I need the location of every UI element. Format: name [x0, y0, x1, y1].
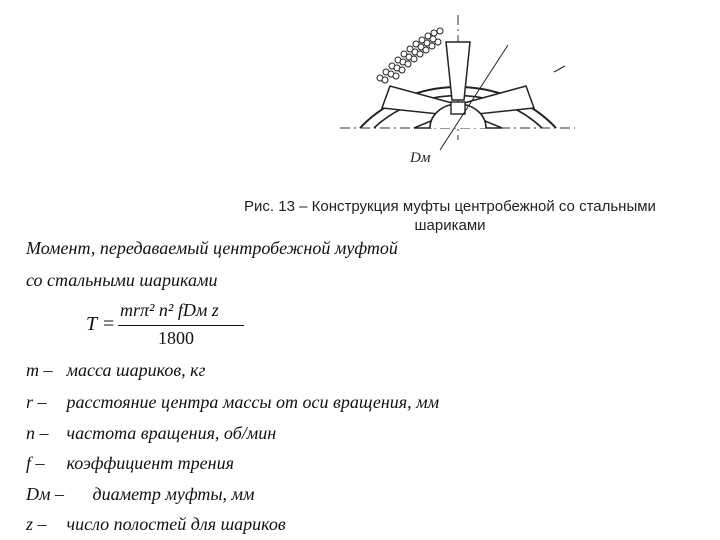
dimension-tick: [554, 66, 565, 72]
caption-line-1: Рис. 13 – Конструкция муфты центробежной со стальными: [244, 198, 656, 215]
diameter-label: Dм: [410, 150, 431, 166]
definition-row: [26, 423, 276, 444]
definition-text: расстояние центра массы от оси вращения, мм: [66, 392, 440, 412]
definition-text: масса шариков, кг: [66, 360, 206, 380]
definition-row: [26, 484, 255, 505]
hub-key: [451, 102, 465, 114]
definition-text: диаметр муфты, мм: [92, 484, 255, 504]
definition-symbol: m –: [26, 360, 53, 380]
definition-symbol: f –: [26, 453, 45, 473]
definition-text: частота вращения, об/мин: [66, 423, 277, 443]
definition-text: число полостей для шариков: [66, 514, 286, 534]
formula-denominator: 1800: [158, 328, 194, 348]
definition-symbol: z –: [26, 514, 47, 534]
fraction-bar: [118, 325, 244, 326]
formula-numerator: mrπ² n² fDм z: [120, 300, 219, 320]
definition-row: [26, 360, 206, 381]
heading-line-2: со стальными шариками: [26, 270, 218, 290]
definition-symbol: n –: [26, 423, 49, 443]
definition-row: [26, 392, 439, 413]
definition-row: [26, 453, 234, 474]
heading-line-1: Момент, передаваемый центробежной муфтой: [26, 238, 398, 258]
steel-balls: [377, 28, 443, 83]
torque-formula: [86, 300, 256, 350]
formula-lhs: T =: [86, 313, 116, 335]
definition-symbol: Dм –: [26, 484, 64, 504]
coupling-drawing: [330, 0, 590, 180]
definition-row: [26, 514, 286, 535]
caption-line-2: шариками: [414, 217, 486, 234]
definition-symbol: r –: [26, 392, 47, 412]
definition-text: коэффициент трения: [66, 453, 234, 473]
